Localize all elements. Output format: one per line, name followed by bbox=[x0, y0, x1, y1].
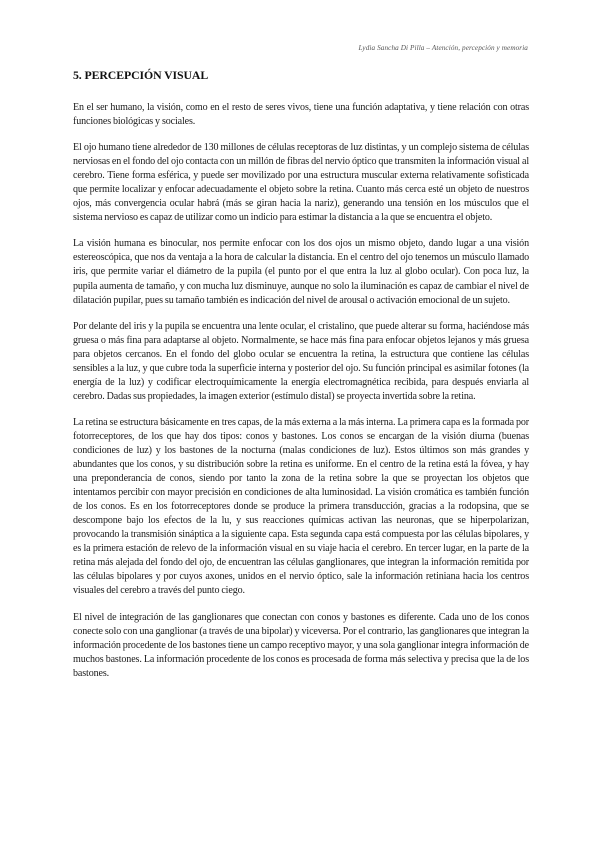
page-content bbox=[73, 68, 529, 693]
section-title: 5. PERCEPCIÓN VISUAL bbox=[73, 68, 209, 82]
paragraph-intro: En el ser humano, la visión, como en el resto de seres vivos, tiene una función adaptativa, y tiene relación con otras funciones biológicas y sociales. bbox=[73, 102, 529, 128]
paragraph-binocular-vision: La visión humana es binocular, nos permite enfocar con los dos ojos un mismo objeto, dando lugar a una visión estereoscópica, que nos da ventaja a la hora de calcular la distancia. En el centro del ojo tenemos un músculo llamado iris, que permite variar el diámetro de la pupila (el punto por el que entra la luz al globo ocular). Con poca luz, la pupila aumenta de tamaño, y con mucha luz disminuye, aunque no solo la iluminación es capaz de cambiar el nivel de dilatación pupilar, pues su tamaño también es indicación del nivel de arousal o activación emocional de un sujeto. bbox=[73, 238, 529, 306]
paragraph-lens-retina: Por delante del iris y la pupila se encuentra una lente ocular, el cristalino, que puede alterar su forma, haciéndose más gruesa o más fina para adaptarse al objeto. Normalmente, se hace más fina para enfocar objetos lejanos y más gruesa para objetos cercanos. En el fondo del globo ocular se encuentra la retina, la estructura que contiene las células sensibles a la luz, y que cubre toda la superficie interna y posterior del ojo. Su función principal es asimilar fotones (la energía de la luz) y codificar electroquímicamente la energía electromagnética recibida, para después enviarla al cerebro. Dadas sus propiedades, la imagen exterior (estímulo distal) se proyecta invertida sobre la retina. bbox=[73, 320, 529, 402]
running-header: Lydia Sancha Di Pilla – Atención, percepción y memoria bbox=[358, 44, 528, 52]
paragraph-retina-layers: La retina se estructura básicamente en tres capas, de la más externa a la más interna. La primera capa es la formada por fotorreceptores, de los que hay dos tipos: conos y bastones. Los conos se encargan de la visión diurna (buenas condiciones de luz) y los bastones de la nocturna (malas condiciones de luz). Estos últimos son más grandes y abundantes que los conos, y su distribución sobre la retina es uniforme. En el centro de la retina está la fóvea, y hay una preponderancia de conos, siendo por tanto la zona de la retina sobre la que se proyectan los objetos que intentamos percibir con mayor precisión en condiciones de alta luminosidad. La visión cromática es también función de los conos. Es en los fotorreceptores donde se produce la primera transducción, gracias a la rodopsina, que se descompone bajo los efectos de la lu, y sus reacciones químicas activan las neuronas, que se hiperpolarizan, provocando la transmisión sináptica a la siguiente capa. Esta segunda capa está compuesta por las células bipolares, y es la primera estación de relevo de la información visual en su viaje hacia el cerebro. En tercer lugar, en la parte de la retina más alejada del fondo del ojo, de encuentran las células ganglionares, que integran la información remitida por las células bipolares y por cuyos axones, unidos en el nervio óptico, sale la información retiniana hacia los centros visuales del cerebro a través del punto ciego. bbox=[73, 416, 529, 597]
paragraph-ganglion-integration: El nivel de integración de las ganglionares que conectan con conos y bastones es diferente. Cada uno de los conos conecte solo con una ganglionar (a través de una bipolar) y viceversa. Por el contrario, las ganglionares que integran la información procedente de los bastones tiene un campo receptivo mayor, y una sola ganglionar integra información de muchos bastones. La información procedente de los conos es procesada de forma más selectiva y precisa que la de los bastones. bbox=[73, 611, 529, 679]
paragraph-eye-structure: El ojo humano tiene alrededor de 130 millones de células receptoras de luz distintas, y un complejo sistema de células nerviosas en el fondo del ojo contacta con un millón de fibras del nervio óptico que transmiten la información visual al cerebro. Tiene forma esférica, y puede ser movilizado por una estructura muscular externa relativamente sofisticada que permite localizar y enfocar adecuadamente el objeto sobre la retina. Cuanto más cerca esté un objeto de nuestros ojos, más convergencia ocular habrá (más se giran hacia la nariz), generando una tensión en los músculos que el sistema nervioso es capaz de utilizar como un indicio para estimar la distancia a la que se encuentra el objeto. bbox=[73, 142, 529, 224]
